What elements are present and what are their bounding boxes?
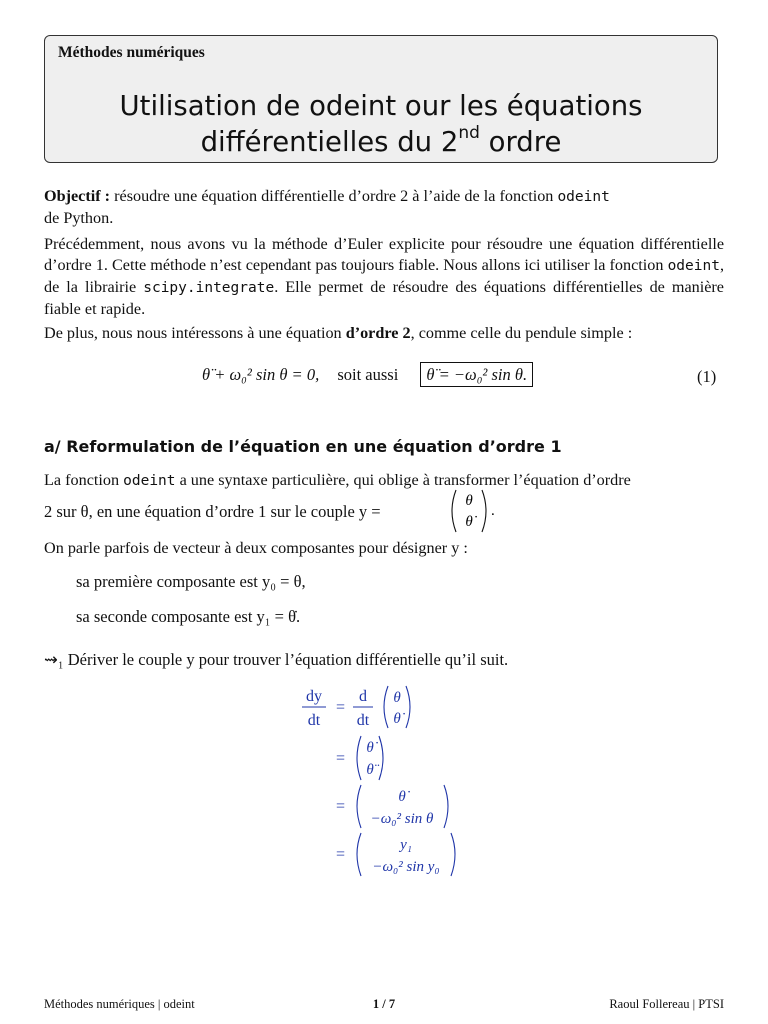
page-number: 1 / 7 xyxy=(372,997,396,1011)
intro-paragraph-1 xyxy=(44,234,724,320)
vec1-theta: θ xyxy=(393,690,401,706)
couple-period: . xyxy=(491,503,495,519)
couple-left-paren xyxy=(452,490,456,532)
sa-p1-a: La fonction xyxy=(44,471,124,489)
sa-p1-line2: 2 sur θ, en une équation d’ordre 1 sur le couple y = xyxy=(44,502,381,521)
equation-1 xyxy=(202,365,533,385)
equals-4: = xyxy=(336,846,346,863)
title-line-1: Utilisation de odeint our les équations xyxy=(119,90,643,122)
vec3-theta-dot: θ̇ xyxy=(398,789,406,805)
section-a-paragraph-2: On parle parfois de vecteur à deux composantes pour désigner y : xyxy=(44,539,468,557)
page-title xyxy=(45,88,717,160)
footer-right: Raoul Follereau | PTSI xyxy=(609,997,724,1011)
vec4-y1: y₁ xyxy=(400,837,412,853)
objective-tail: de Python. xyxy=(44,209,114,227)
equation-1-lhs: θ̈ + ω₀² sin θ = 0, xyxy=(202,365,320,384)
d-numerator: d xyxy=(359,688,367,705)
dt-denominator-2: dt xyxy=(356,712,370,729)
intro2-text-a: De plus, nous nous intéressons à une équation xyxy=(44,324,346,342)
vec1-theta-dot: θ̇ xyxy=(393,711,401,727)
couple-definition xyxy=(44,502,381,522)
intro-text-b: , de la librairie xyxy=(44,256,724,296)
intro-text-c: . Elle permet de résoudre des équations différentielles de manière fiable et rapide. xyxy=(44,278,724,318)
objective-text: résoudre une équation différentielle d’ordre 2 à l’aide de la fonction xyxy=(110,187,558,205)
objective-paragraph xyxy=(44,186,724,229)
sa-p1-b: a une syntaxe particulière, qui oblige à transformer l’équation d’ordre xyxy=(175,471,631,489)
equals-3: = xyxy=(336,798,346,815)
title-line-2-text: différentielles du 2 xyxy=(200,126,459,158)
couple-theta-dot: θ̇ xyxy=(465,514,473,530)
intro-code-scipy: scipy.integrate xyxy=(143,280,275,296)
step-1-text: Dériver le couple y pour trouver l’équation différentielle qu’il suit. xyxy=(63,650,509,669)
footer-left: Méthodes numériques | odeint xyxy=(44,997,195,1011)
title-superscript: nd xyxy=(458,122,480,143)
component-item-2: sa seconde composante est y₁ = θ̇. xyxy=(76,607,301,626)
paren-left-3 xyxy=(357,785,361,828)
step-1 xyxy=(44,650,508,670)
title-line-2 xyxy=(45,124,717,160)
vec2-theta-dot: θ̇ xyxy=(366,740,374,756)
intro-text-a: Précédemment, nous avons vu la méthode d’Euler explicite pour résoudre une équation différentielle d’ordre 1. Cette méthode n’est cependant pas toujours fiable. Nous allons ici utiliser la fonction xyxy=(44,235,724,274)
section-a-paragraph-1 xyxy=(44,470,724,492)
dy-numerator: dy xyxy=(306,688,322,705)
dt-denominator-1: dt xyxy=(307,712,321,729)
intro2-bold: d’ordre 2 xyxy=(345,324,411,342)
subject-label: Méthodes numériques xyxy=(58,44,205,61)
vec3-neg-omega-sin-theta: −ω₀² sin θ xyxy=(370,811,434,827)
equals-2: = xyxy=(336,750,346,767)
section-a-heading: a/ Reformulation de l’équation en une équation d’ordre 1 xyxy=(44,437,562,456)
component-item-1: sa première composante est y₀ = θ, xyxy=(76,572,306,591)
title-line-2-end: ordre xyxy=(479,126,562,158)
vec2-theta-ddot: θ̈ xyxy=(366,762,374,778)
derivation-block xyxy=(296,678,476,878)
equation-1-boxed: θ̈ = −ω₀² sin θ. xyxy=(420,362,533,387)
sa-p1-code: odeint xyxy=(123,473,176,489)
paren-left-4 xyxy=(357,833,361,876)
vec4-neg-omega-sin-y0: −ω₀² sin y₀ xyxy=(372,859,440,875)
couple-right-paren xyxy=(482,490,486,532)
objective-label: Objectif : xyxy=(44,187,111,205)
couple-vector xyxy=(448,488,498,534)
equation-1-number: (1) xyxy=(697,367,717,386)
step-marker-icon: ⇝₁ xyxy=(44,650,64,669)
intro-code-odeint: odeint xyxy=(667,258,720,274)
couple-theta: θ xyxy=(465,493,473,509)
paren-right-2 xyxy=(379,736,383,780)
paren-right-1 xyxy=(406,686,410,728)
equals-1: = xyxy=(336,699,346,716)
equation-1-connector: soit aussi xyxy=(337,365,399,384)
objective-code: odeint xyxy=(557,189,610,205)
paren-right-4 xyxy=(451,833,455,876)
header-box xyxy=(44,35,718,163)
intro-paragraph-2 xyxy=(44,323,724,344)
paren-left-2 xyxy=(357,736,361,780)
intro2-text-b: , comme celle du pendule simple : xyxy=(410,324,633,342)
paren-left-1 xyxy=(384,686,388,728)
paren-right-3 xyxy=(444,785,448,828)
